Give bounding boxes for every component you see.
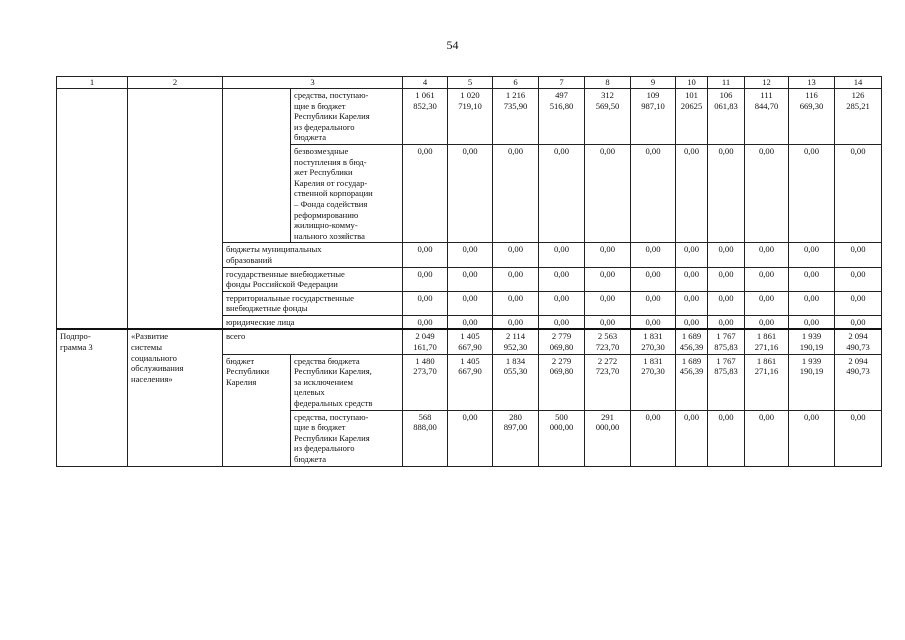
value-cell: 0,00 (789, 315, 835, 329)
value-cell: 1 480 273,70 (403, 354, 448, 410)
value-cell: 0,00 (835, 291, 882, 315)
value-cell: 497 516,80 (539, 89, 585, 145)
empty-cell (223, 89, 291, 243)
row-label: бюджеты муниципальных образований (223, 243, 403, 267)
value-cell: 0,00 (493, 315, 539, 329)
value-cell: 0,00 (835, 267, 882, 291)
value-cell: 0,00 (403, 243, 448, 267)
value-cell: 106 061,83 (708, 89, 745, 145)
value-cell: 0,00 (676, 315, 708, 329)
value-cell: 0,00 (493, 291, 539, 315)
row-label: безвозмездные поступления в бюд- жет Республики Карелия от государ- ственной корпорации – Фонда содействия реформированию жилищно-комму- нального хозяйства (291, 144, 403, 242)
column-header: 3 (223, 77, 403, 89)
value-cell: 0,00 (789, 291, 835, 315)
row-label: государственные внебюджетные фонды Российской Федерации (223, 267, 403, 291)
value-cell: 2 094 490,73 (835, 354, 882, 410)
value-cell: 1 834 055,30 (493, 354, 539, 410)
row-label: юридические лица (223, 315, 403, 329)
column-header: 8 (585, 77, 631, 89)
value-cell: 0,00 (403, 315, 448, 329)
value-cell: 1 767 875,83 (708, 329, 745, 354)
value-cell: 0,00 (745, 291, 789, 315)
value-cell: 0,00 (403, 291, 448, 315)
value-cell: 0,00 (789, 267, 835, 291)
column-header: 5 (448, 77, 493, 89)
value-cell: 0,00 (676, 243, 708, 267)
value-cell: 0,00 (631, 144, 676, 242)
row-label: средства, поступаю- щие в бюджет Республики Карелия из федерального бюджета (291, 89, 403, 145)
column-header: 12 (745, 77, 789, 89)
column-header: 4 (403, 77, 448, 89)
column-header: 9 (631, 77, 676, 89)
value-cell: 0,00 (585, 243, 631, 267)
column-header: 6 (493, 77, 539, 89)
empty-cell (57, 89, 128, 330)
column-header: 2 (128, 77, 223, 89)
value-cell: 291 000,00 (585, 410, 631, 466)
value-cell: 0,00 (448, 243, 493, 267)
value-cell: 2 279 069,80 (539, 354, 585, 410)
value-cell: 0,00 (708, 267, 745, 291)
value-cell: 0,00 (585, 267, 631, 291)
value-cell: 1 689 456,39 (676, 354, 708, 410)
value-cell: 0,00 (585, 291, 631, 315)
value-cell: 0,00 (448, 291, 493, 315)
value-cell: 1 861 271,16 (745, 354, 789, 410)
value-cell: 0,00 (745, 410, 789, 466)
value-cell: 116 669,30 (789, 89, 835, 145)
budget-label: бюджет Республики Карелия (223, 354, 291, 466)
value-cell: 0,00 (835, 315, 882, 329)
value-cell: 0,00 (585, 315, 631, 329)
value-cell: 0,00 (745, 144, 789, 242)
value-cell: 0,00 (448, 410, 493, 466)
value-cell: 1 061 852,30 (403, 89, 448, 145)
value-cell: 1 020 719,10 (448, 89, 493, 145)
column-header: 13 (789, 77, 835, 89)
value-cell: 1 861 271,16 (745, 329, 789, 354)
value-cell: 1 216 735,90 (493, 89, 539, 145)
table-row (57, 89, 882, 145)
column-header: 14 (835, 77, 882, 89)
value-cell: 0,00 (539, 315, 585, 329)
value-cell: 0,00 (403, 144, 448, 242)
program-name: «Развитие системы социального обслуживания населения» (128, 329, 223, 466)
value-cell: 0,00 (493, 144, 539, 242)
value-cell: 0,00 (448, 267, 493, 291)
value-cell: 0,00 (539, 144, 585, 242)
page-number: 54 (446, 38, 459, 52)
value-cell: 0,00 (745, 315, 789, 329)
value-cell: 0,00 (676, 144, 708, 242)
value-cell: 0,00 (789, 243, 835, 267)
value-cell: 0,00 (789, 410, 835, 466)
value-cell: 1 831 270,30 (631, 329, 676, 354)
value-cell: 0,00 (631, 291, 676, 315)
value-cell: 0,00 (708, 410, 745, 466)
value-cell: 0,00 (708, 243, 745, 267)
value-cell: 1 939 190,19 (789, 354, 835, 410)
value-cell: 0,00 (539, 243, 585, 267)
program-code: Подпро- грамма 3 (57, 329, 128, 466)
column-header: 10 (676, 77, 708, 89)
row-label: территориальные государственные внебюджетные фонды (223, 291, 403, 315)
value-cell: 1 405 667,90 (448, 329, 493, 354)
value-cell: 280 897,00 (493, 410, 539, 466)
value-cell: 0,00 (585, 144, 631, 242)
value-cell: 0,00 (631, 315, 676, 329)
value-cell: 0,00 (835, 410, 882, 466)
value-cell: 101 20625 (676, 89, 708, 145)
value-cell: 0,00 (745, 267, 789, 291)
value-cell: 2 049 161,70 (403, 329, 448, 354)
value-cell: 0,00 (789, 144, 835, 242)
value-cell: 1 405 667,90 (448, 354, 493, 410)
value-cell: 0,00 (539, 267, 585, 291)
empty-cell (128, 89, 223, 330)
value-cell: 2 779 069,80 (539, 329, 585, 354)
value-cell: 0,00 (835, 243, 882, 267)
value-cell: 0,00 (676, 267, 708, 291)
value-cell: 1 689 456,39 (676, 329, 708, 354)
value-cell: 0,00 (676, 291, 708, 315)
row-label: средства бюджета Республики Карелия, за исключением целевых федеральных средств (291, 354, 403, 410)
row-label: всего (223, 329, 403, 354)
column-number-row (57, 77, 882, 89)
value-cell: 0,00 (539, 291, 585, 315)
budget-table (56, 76, 882, 467)
value-cell: 0,00 (493, 267, 539, 291)
value-cell: 0,00 (631, 243, 676, 267)
value-cell: 0,00 (493, 243, 539, 267)
value-cell: 1 767 875,83 (708, 354, 745, 410)
value-cell: 2 272 723,70 (585, 354, 631, 410)
value-cell: 0,00 (631, 267, 676, 291)
value-cell: 1 939 190,19 (789, 329, 835, 354)
value-cell: 0,00 (676, 410, 708, 466)
value-cell: 0,00 (708, 315, 745, 329)
value-cell: 0,00 (708, 291, 745, 315)
column-header: 1 (57, 77, 128, 89)
value-cell: 0,00 (403, 267, 448, 291)
value-cell: 0,00 (708, 144, 745, 242)
value-cell: 0,00 (835, 144, 882, 242)
value-cell: 126 285,21 (835, 89, 882, 145)
value-cell: 0,00 (448, 315, 493, 329)
value-cell: 1 831 270,30 (631, 354, 676, 410)
value-cell: 109 987,10 (631, 89, 676, 145)
value-cell: 111 844,70 (745, 89, 789, 145)
value-cell: 0,00 (631, 410, 676, 466)
row-label: средства, поступаю- щие в бюджет Республики Карелия из федерального бюджета (291, 410, 403, 466)
column-header: 7 (539, 77, 585, 89)
value-cell: 0,00 (745, 243, 789, 267)
program-total-row (57, 329, 882, 354)
value-cell: 2 563 723,70 (585, 329, 631, 354)
value-cell: 312 569,50 (585, 89, 631, 145)
column-header: 11 (708, 77, 745, 89)
value-cell: 500 000,00 (539, 410, 585, 466)
value-cell: 2 094 490,73 (835, 329, 882, 354)
value-cell: 0,00 (448, 144, 493, 242)
value-cell: 2 114 952,30 (493, 329, 539, 354)
value-cell: 568 888,00 (403, 410, 448, 466)
